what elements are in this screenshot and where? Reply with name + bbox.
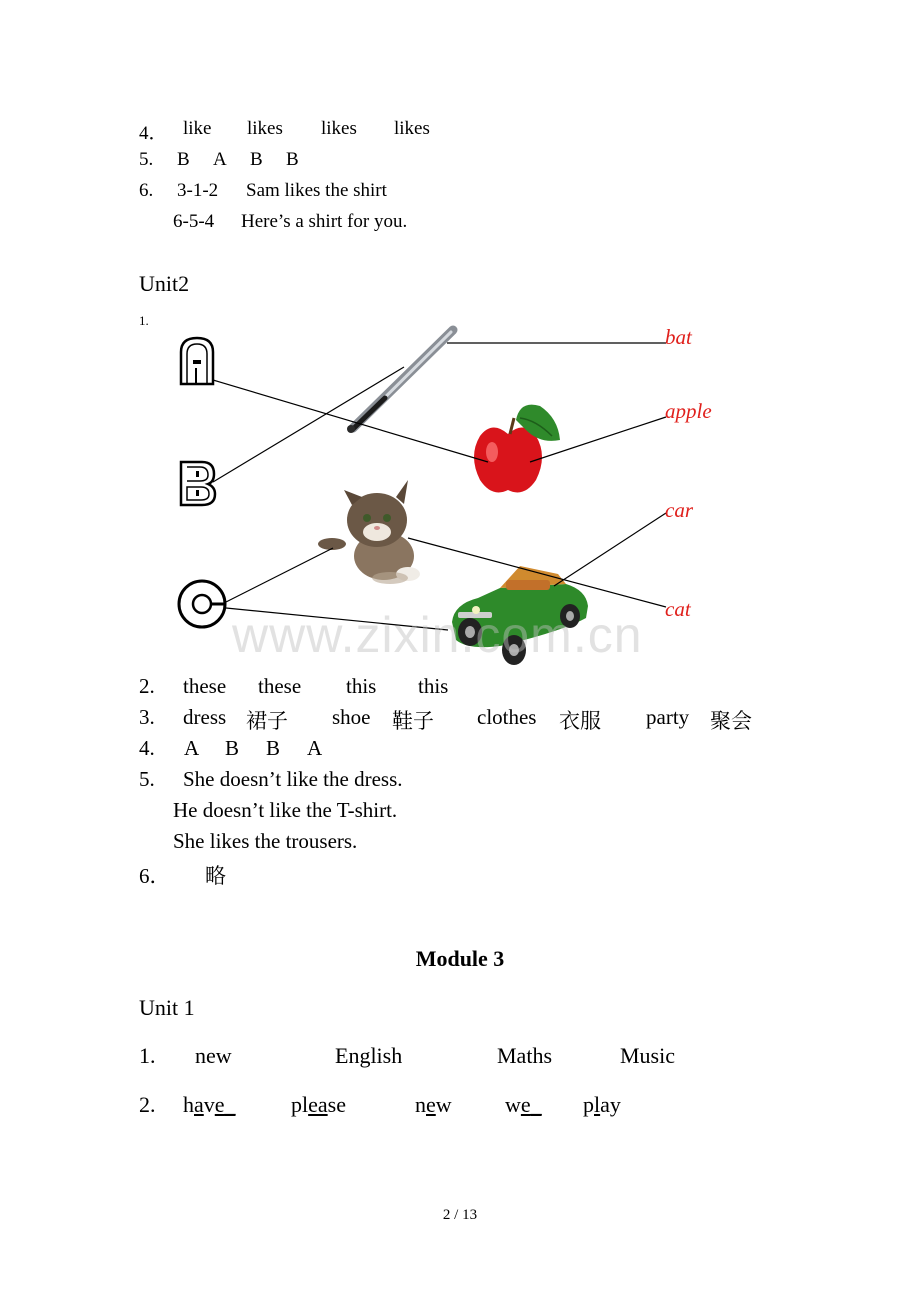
word-part: pl: [291, 1092, 309, 1117]
page-footer: [0, 1207, 920, 1224]
word-part-underlined: l: [594, 1092, 601, 1117]
word-part: v: [203, 1092, 215, 1117]
vocab-zh: 鞋子: [392, 709, 434, 733]
order-code: 3-1-2: [177, 180, 219, 201]
answer-word: like: [183, 118, 212, 139]
answer-letter: B: [286, 149, 299, 170]
word-part-underlined: e: [520, 1092, 531, 1117]
unit-heading: Unit 1: [139, 995, 195, 1020]
vocab-en: shoe: [332, 705, 371, 729]
answer-word: new: [195, 1043, 232, 1068]
phonics-word-please: [291, 1092, 346, 1118]
word-part-underlined: _: [224, 1092, 236, 1117]
answer-omitted: 略: [205, 864, 226, 888]
answer-letter: B: [250, 149, 263, 170]
question-number: 2.: [139, 1092, 156, 1117]
word-part-underlined: _: [530, 1092, 542, 1117]
answer-letter: A: [184, 736, 200, 760]
answer-word: this: [346, 674, 377, 698]
cat-icon: [318, 480, 420, 584]
question-number: 6．: [139, 864, 171, 888]
answer-letter: B: [266, 736, 281, 760]
question-number: 2.: [139, 674, 155, 698]
answer-sentence: She doesn’t like the dress.: [183, 767, 403, 791]
phonics-word-play: [583, 1092, 621, 1118]
baseball-bat-icon: [347, 330, 453, 433]
vocab-en: dress: [183, 705, 227, 729]
match-word-apple: apple: [665, 399, 712, 423]
match-lines: [213, 343, 666, 630]
answer-letter: B: [225, 736, 240, 760]
row-number: 6.: [139, 180, 154, 201]
answer-sentence: She likes the trousers.: [173, 829, 358, 853]
apple-icon: [474, 405, 560, 493]
letter-a-icon: [181, 338, 213, 384]
page-separator: /: [454, 1207, 459, 1223]
word-part: ay: [600, 1092, 621, 1117]
vocab-zh: 裙子: [246, 709, 288, 733]
answer-letter: B: [177, 149, 190, 170]
answer-word: Maths: [497, 1043, 552, 1068]
answer-word: this: [418, 674, 449, 698]
question-number: 1.: [139, 313, 149, 328]
word-part-underlined: e: [214, 1092, 225, 1117]
answer-sentence: He doesn’t like the T-shirt.: [173, 798, 398, 822]
page-number: 2: [442, 1207, 451, 1223]
answer-word: likes: [394, 118, 430, 139]
phonics-word-have: [183, 1092, 236, 1118]
question-number: 4.: [139, 736, 155, 760]
answer-sentence: Sam likes the shirt: [246, 180, 387, 201]
vocab-en: clothes: [477, 705, 537, 729]
answer-word: likes: [247, 118, 283, 139]
match-word-cat: cat: [665, 597, 691, 621]
vocab-zh: 衣服: [559, 709, 601, 733]
phonics-word-new: [415, 1092, 452, 1118]
word-part: w: [435, 1092, 452, 1117]
word-part: n: [415, 1092, 426, 1117]
word-part-underlined: ea: [308, 1092, 328, 1117]
order-code: 6-5-4: [173, 211, 215, 232]
vocab-zh: 聚会: [710, 709, 752, 733]
vocab-en: party: [646, 705, 690, 729]
match-word-car: car: [665, 498, 693, 522]
answer-word: likes: [321, 118, 357, 139]
word-part: w: [505, 1092, 521, 1117]
answer-letter: A: [307, 736, 323, 760]
question-number: 5.: [139, 767, 155, 791]
letter-b-icon: [181, 462, 215, 505]
word-part-underlined: a: [194, 1092, 204, 1117]
letter-c-icon: [179, 581, 226, 627]
question-number: 1.: [139, 1043, 156, 1068]
answer-word: English: [335, 1043, 403, 1068]
watermark: www.zixin.com.cn: [232, 607, 643, 663]
answer-sentence: Here’s a shirt for you.: [241, 211, 408, 232]
answer-word: Music: [620, 1043, 675, 1068]
word-part: p: [583, 1092, 594, 1117]
row-number: 5.: [139, 149, 154, 170]
unit-heading: Unit2: [139, 271, 190, 296]
page-total: 13: [462, 1207, 478, 1223]
answer-word: these: [183, 674, 227, 698]
module-heading: Module 3: [415, 946, 505, 971]
answer-word: these: [258, 674, 302, 698]
word-part-underlined: e: [426, 1092, 436, 1117]
word-part: se: [327, 1092, 346, 1117]
question-number: 3.: [139, 705, 155, 729]
phonics-word-we: [505, 1092, 542, 1118]
row-number: 4．: [139, 123, 168, 144]
word-part: h: [183, 1092, 194, 1117]
answer-letter: A: [213, 149, 227, 170]
match-word-bat: bat: [665, 325, 692, 349]
